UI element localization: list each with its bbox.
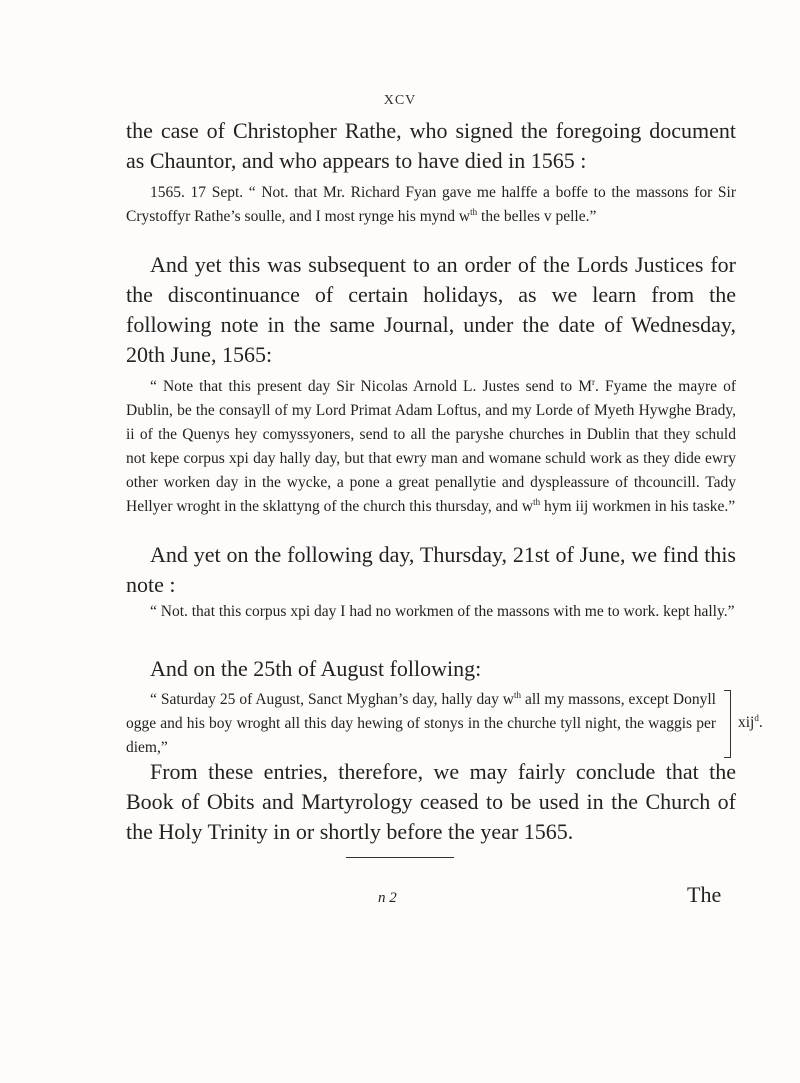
page-number-header: XCV bbox=[383, 93, 417, 108]
quote-1-superscript: th bbox=[470, 206, 478, 217]
bracket-amount bbox=[738, 711, 763, 735]
paragraph-1 bbox=[126, 116, 736, 176]
signature-mark: n 2 bbox=[378, 890, 397, 906]
quote-2 bbox=[126, 375, 736, 519]
bracket-amount-superscript: d bbox=[754, 712, 759, 723]
paragraph-3 bbox=[126, 540, 736, 600]
paragraph-4-text: And on the 25th of August following: bbox=[150, 656, 482, 681]
footer-rule bbox=[346, 857, 454, 858]
quote-4 bbox=[126, 688, 763, 760]
paragraph-2 bbox=[126, 250, 736, 370]
quote-1-part-a: 1565. 17 Sept. “ Not. that Mr. Richard Fyan gave me halffe a boffe to the massons for Sir Crystoffyr Rathe’s soulle, and I most rynge his mynd w bbox=[126, 184, 736, 225]
paragraph-4 bbox=[126, 654, 736, 684]
quote-1 bbox=[126, 181, 736, 229]
bracket-brace bbox=[724, 690, 731, 758]
quote-2-superscript-2: th bbox=[533, 496, 541, 507]
paragraph-5-text: From these entries, therefore, we may fairly conclude that the Book of Obits and Martyrology ceased to be used in the Church of the Holy Trinity in or shortly before the year 1565. bbox=[126, 759, 736, 844]
quote-4-part-a: “ Saturday 25 of August, Sanct Myghan’s day, hally day w bbox=[150, 691, 514, 708]
paragraph-3-text: And yet on the following day, Thursday, 21st of June, we find this note : bbox=[126, 542, 736, 597]
quote-1-text bbox=[126, 181, 736, 229]
quote-2-part-a: “ Note that this present day Sir Nicolas Arnold L. Justes send to M bbox=[150, 378, 593, 395]
catchword: The bbox=[687, 882, 722, 907]
quote-2-text bbox=[126, 375, 736, 519]
bracket-amount-value: xij bbox=[738, 714, 755, 731]
quote-3-text: “ Not. that this corpus xpi day I had no workmen of the massons with me to work. kept hally.” bbox=[150, 603, 735, 620]
paragraph-1-text: the case of Christopher Rathe, who signed the foregoing document as Chauntor, and who appears to have died in 1565 : bbox=[126, 118, 736, 173]
quote-4-text bbox=[126, 688, 716, 760]
quote-2-part-b: . Fyame the mayre of Dublin, be the consayll of my Lord Primat Adam Loftus, and my Lorde of Myeth Hywghe Brady, ii of the Quenys hey comyssyoners, send to all the paryshe churches in Dublin that they schuld not kepe corpus xpi day hally day, but that ewry man and womane schuld work as they dide ewry other worken day in the wycke, a pone a great penallytie and dyspleassure of thcouncill. Tady Hellyer wroght in the sklattyng of the church this thursday, and w bbox=[126, 378, 736, 515]
paragraph-5 bbox=[126, 760, 736, 847]
quote-4-superscript: th bbox=[513, 689, 521, 700]
quote-1-part-b: the belles v pelle.” bbox=[477, 208, 597, 225]
quote-2-part-c: hym iij workmen in his taske.” bbox=[540, 498, 736, 515]
bracket-amount-period: . bbox=[758, 714, 763, 731]
paragraph-2-text: And yet this was subsequent to an order of the Lords Justices for the discontinuance of certain holidays, as we learn from the following note in the same Journal, under the date of Wednesday, 20th June, 1565: bbox=[126, 252, 736, 367]
quote-2-superscript-1: r bbox=[592, 376, 596, 387]
quote-3 bbox=[126, 600, 736, 624]
quote-4-part-b: all my massons, except Donyll ogge and his boy wroght all this day hewing of stonys in the churche tyll night, the waggis per diem,” bbox=[126, 691, 716, 756]
